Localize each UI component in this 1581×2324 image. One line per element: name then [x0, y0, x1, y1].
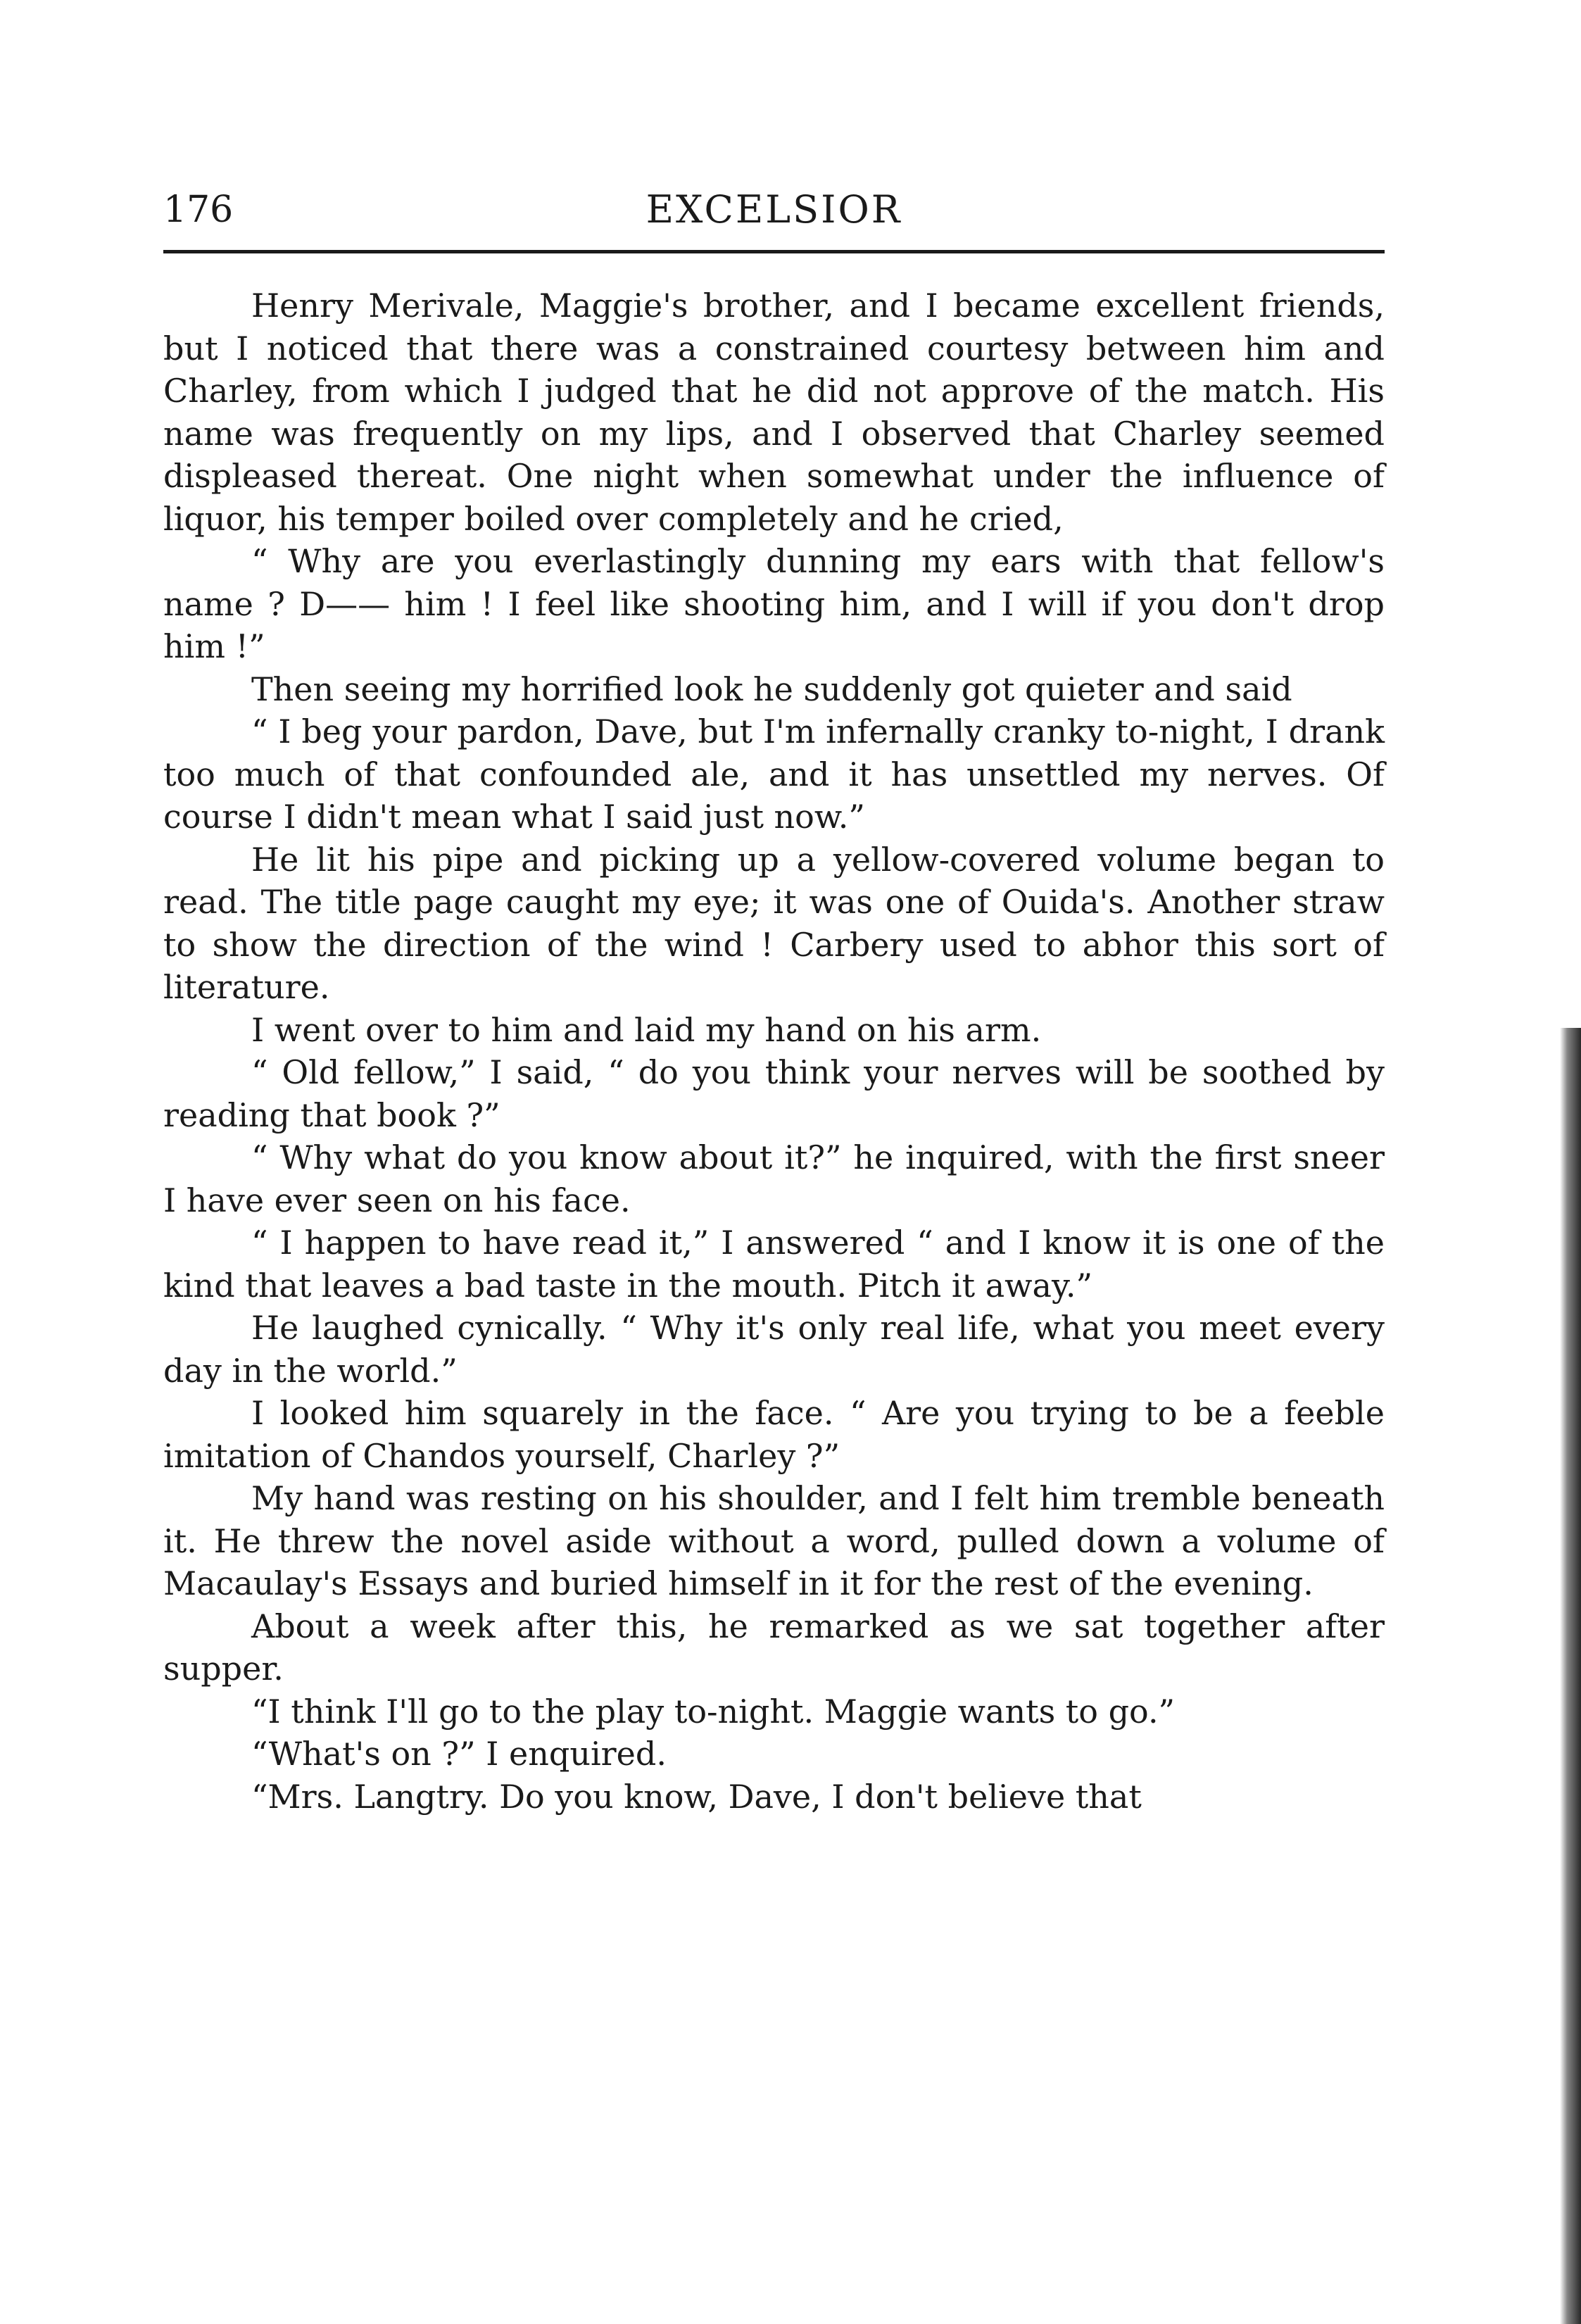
paragraph: Henry Merivale, Maggie's brother, and I became excellent friends, but I noticed that there was a constrained courtesy between him and Charley, from which I judged that he did not approve of the match. His name was frequently on my lips, and I observed that Charley seemed displeased thereat. One night when somewhat under the influence of liquor, his temper boiled over completely and he cried, [163, 287, 1385, 538]
paragraph: My hand was resting on his shoulder, and I felt him tremble beneath it. He threw the novel aside without a word, pulled down a volume of Macaulay's Essays and buried himself in it for the rest of the evening. [163, 1479, 1385, 1602]
paragraph: “ Why are you everlastingly dunning my ears with that fellow's name ? D—— him ! I feel like shooting him, and I will if you don't drop him !” [163, 542, 1385, 665]
paragraph: About a week after this, he remarked as we sat together after supper. [163, 1607, 1385, 1688]
paragraph: “ Why what do you know about it?” he inquired, with the first sneer I have ever seen on his face. [163, 1138, 1385, 1219]
paragraph: He laughed cynically. “ Why it's only real life, what you meet every day in the world.” [163, 1309, 1385, 1390]
paragraph: I looked him squarely in the face. “ Are you trying to be a feeble imitation of Chandos yourself, Charley ?” [163, 1394, 1385, 1475]
paragraph: “ I happen to have read it,” I answered “ and I know it is one of the kind that leaves a bad taste in the mouth. Pitch it away.” [163, 1224, 1385, 1305]
page-edge-shadow [1560, 1028, 1581, 2324]
running-title: EXCELSIOR [645, 187, 902, 232]
paragraph: “ I beg your pardon, Dave, but I'm infernally cranky to-night, I drank too much of that confounded ale, and it has unsettled my nerves. Of course I didn't mean what I said just now.” [163, 712, 1385, 836]
header-rule [163, 250, 1385, 253]
page-body [163, 284, 1385, 1818]
page-header [163, 182, 1385, 238]
paragraph: “What's on ?” I enquired. [251, 1735, 667, 1773]
paragraph: I went over to him and laid my hand on his arm. [251, 1010, 1042, 1049]
paragraph: “ Old fellow,” I said, “ do you think your nerves will be soothed by reading that book ?” [163, 1053, 1385, 1134]
paragraph: Then seeing my horrified look he suddenly got quieter and said [251, 670, 1292, 708]
paragraph: “I think I'll go to the play to-night. Maggie wants to go.” [251, 1692, 1176, 1731]
paragraph: “Mrs. Langtry. Do you know, Dave, I don't believe that [251, 1777, 1142, 1816]
paragraph: He lit his pipe and picking up a yellow-covered volume began to read. The title page caught my eye; it was one of Ouida's. Another straw to show the direction of the wind ! Carbery used to abhor this sort of literature. [163, 840, 1385, 1006]
page-number: 176 [163, 189, 234, 231]
